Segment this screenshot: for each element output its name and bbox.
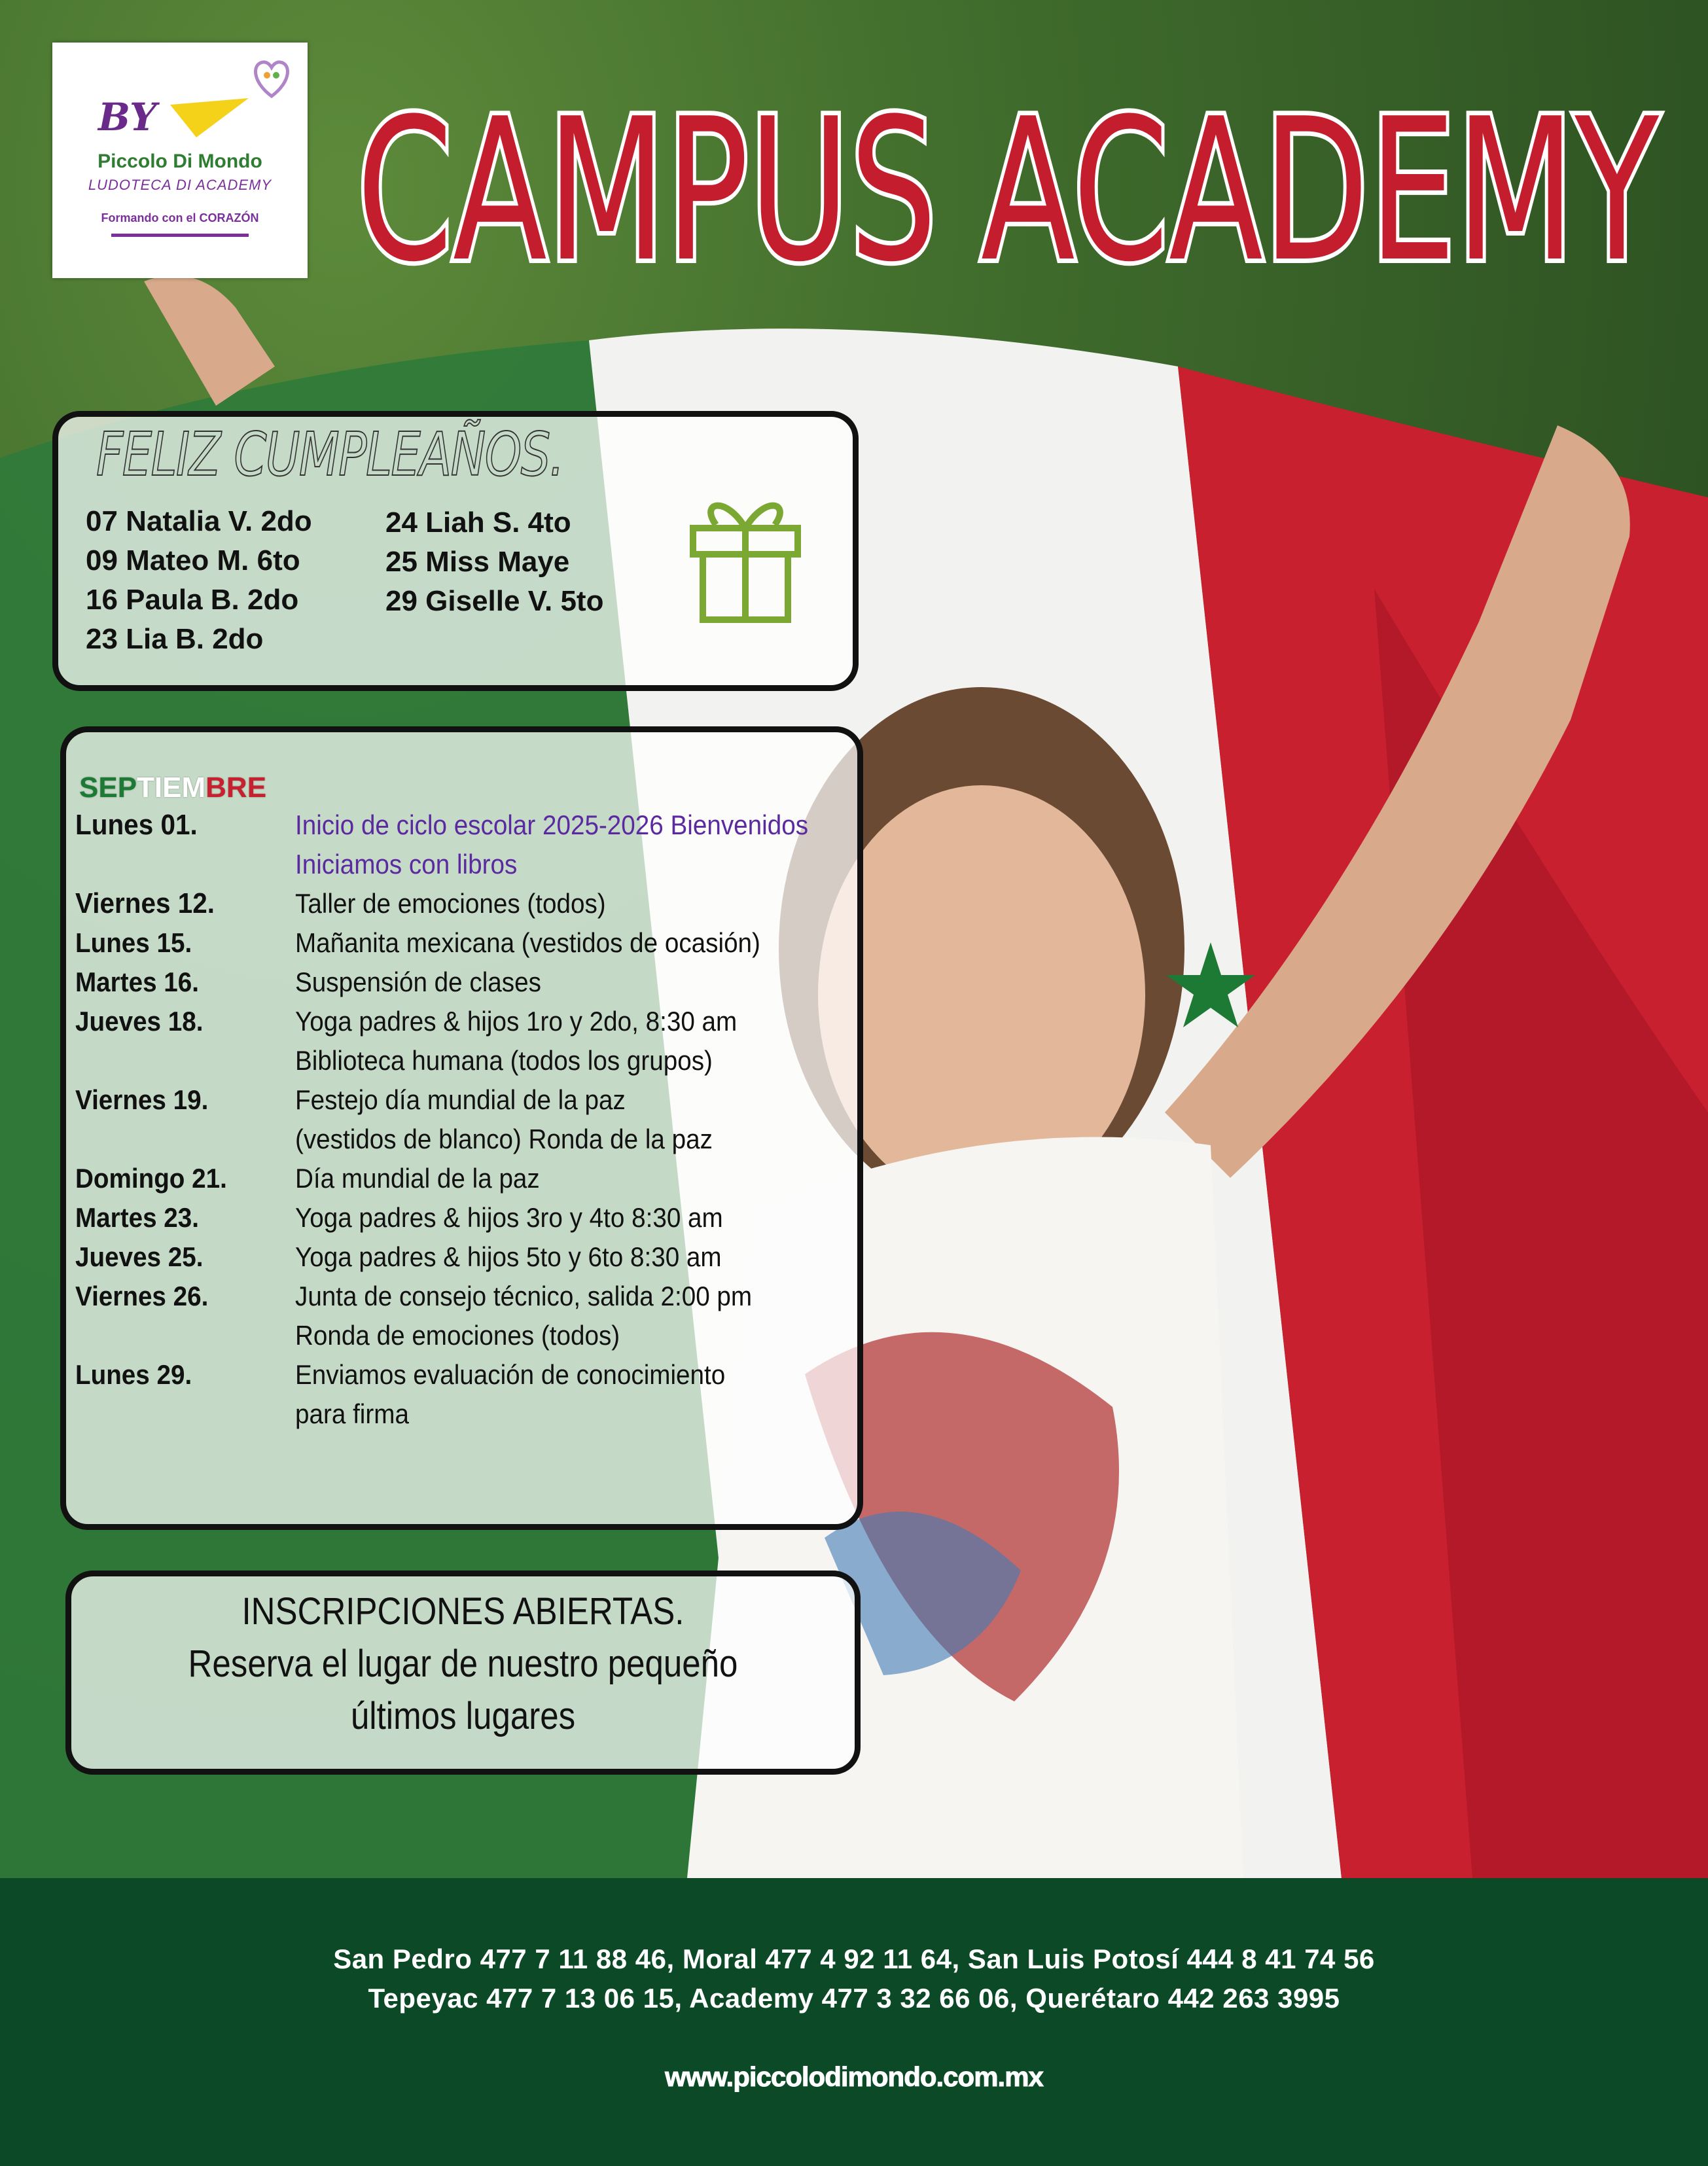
event-description: Taller de emociones (todos) — [295, 888, 606, 919]
month-part: TIEM — [137, 772, 206, 804]
event-day: Viernes 26. — [75, 1281, 209, 1311]
event-day: Jueves 18. — [75, 1006, 204, 1037]
logo-subtitle: LUDOTECA DI ACADEMY — [88, 177, 272, 193]
event-day: Viernes 12. — [75, 887, 215, 919]
enrollment-line: últimos lugares — [350, 1695, 576, 1737]
birthday-panel — [52, 411, 859, 691]
birthday-item: 29 Giselle V. 5to — [385, 585, 604, 617]
event-description: Yoga padres & hijos 1ro y 2do, 8:30 am — [295, 1006, 738, 1037]
logo-by: BY — [98, 95, 157, 139]
logo-tagline: Formando con el CORAZÓN — [101, 211, 259, 224]
birthday-item: 09 Mateo M. 6to — [86, 544, 300, 577]
event-description: (vestidos de blanco) Ronda de la paz — [295, 1124, 713, 1154]
month-part: BRE — [205, 772, 267, 804]
enrollment-panel — [65, 1571, 861, 1775]
event-day: Martes 23. — [75, 1202, 200, 1233]
event-description: Mañanita mexicana (vestidos de ocasión) — [295, 927, 760, 958]
event-description: Festejo día mundial de la paz — [295, 1084, 626, 1115]
event-description: Enviamos evaluación de conocimiento — [295, 1359, 726, 1390]
calendar-panel — [60, 726, 863, 1530]
event-description: Iniciamos con libros — [295, 849, 518, 879]
month-heading — [79, 772, 266, 804]
birthday-item: 23 Lia B. 2do — [86, 623, 264, 655]
contact-line: San Pedro 477 7 11 88 46, Moral 477 4 92 11 64, San Luis Potosí 444 8 41 74 56 — [333, 1944, 1375, 1974]
gift-icon — [680, 482, 811, 626]
logo-name: Piccolo Di Mondo — [98, 151, 262, 172]
page-title-text: CAMPUS ACADEMY — [357, 77, 1661, 298]
birthday-item: 07 Natalia V. 2do — [86, 505, 312, 537]
birthday-list-left — [86, 502, 312, 659]
event-day: Lunes 01. — [75, 809, 198, 841]
pennant-icon — [170, 98, 249, 144]
website-link[interactable]: www.piccolodimondo.com.mx — [665, 2061, 1043, 2092]
page-title — [334, 62, 1682, 298]
event-day: Viernes 19. — [75, 1084, 209, 1115]
birthday-item: 16 Paula B. 2do — [86, 584, 299, 616]
event-description: para firma — [295, 1398, 409, 1429]
event-description: Inicio de ciclo escolar 2025-2026 Bienvenidos — [295, 809, 809, 840]
contact-line: Tepeyac 477 7 13 06 15, Academy 477 3 32 66 06, Querétaro 442 263 3995 — [368, 1983, 1340, 2014]
month-part: SEP — [79, 772, 137, 804]
event-description: Ronda de emociones (todos) — [295, 1320, 620, 1351]
footer — [0, 1878, 1708, 2166]
event-day: Domingo 21. — [75, 1163, 227, 1194]
event-description: Yoga padres & hijos 5to y 6to 8:30 am — [295, 1241, 722, 1272]
birthday-heading: FELIZ CUMPLEAÑOS. — [96, 419, 563, 489]
enrollment-line: Reserva el lugar de nuestro pequeño — [188, 1642, 738, 1685]
event-description: Junta de consejo técnico, salida 2:00 pm — [295, 1281, 753, 1311]
logo-underline — [111, 234, 249, 237]
event-description: Día mundial de la paz — [295, 1163, 540, 1194]
enrollment-heading: INSCRIPCIONES ABIERTAS. — [241, 1590, 685, 1633]
logo — [52, 43, 308, 278]
heart-kids-icon — [249, 56, 294, 101]
event-description: Biblioteca humana (todos los grupos) — [295, 1045, 713, 1076]
event-day: Jueves 25. — [75, 1241, 204, 1272]
birthday-item: 25 Miss Maye — [385, 546, 570, 578]
event-day: Lunes 15. — [75, 927, 192, 958]
birthday-item: 24 Liah S. 4to — [385, 506, 571, 539]
event-description: Yoga padres & hijos 3ro y 4to 8:30 am — [295, 1202, 723, 1233]
event-description: Suspensión de clases — [295, 967, 541, 997]
event-day: Martes 16. — [75, 967, 200, 997]
birthday-list-right — [385, 503, 603, 621]
event-day: Lunes 29. — [75, 1359, 192, 1390]
